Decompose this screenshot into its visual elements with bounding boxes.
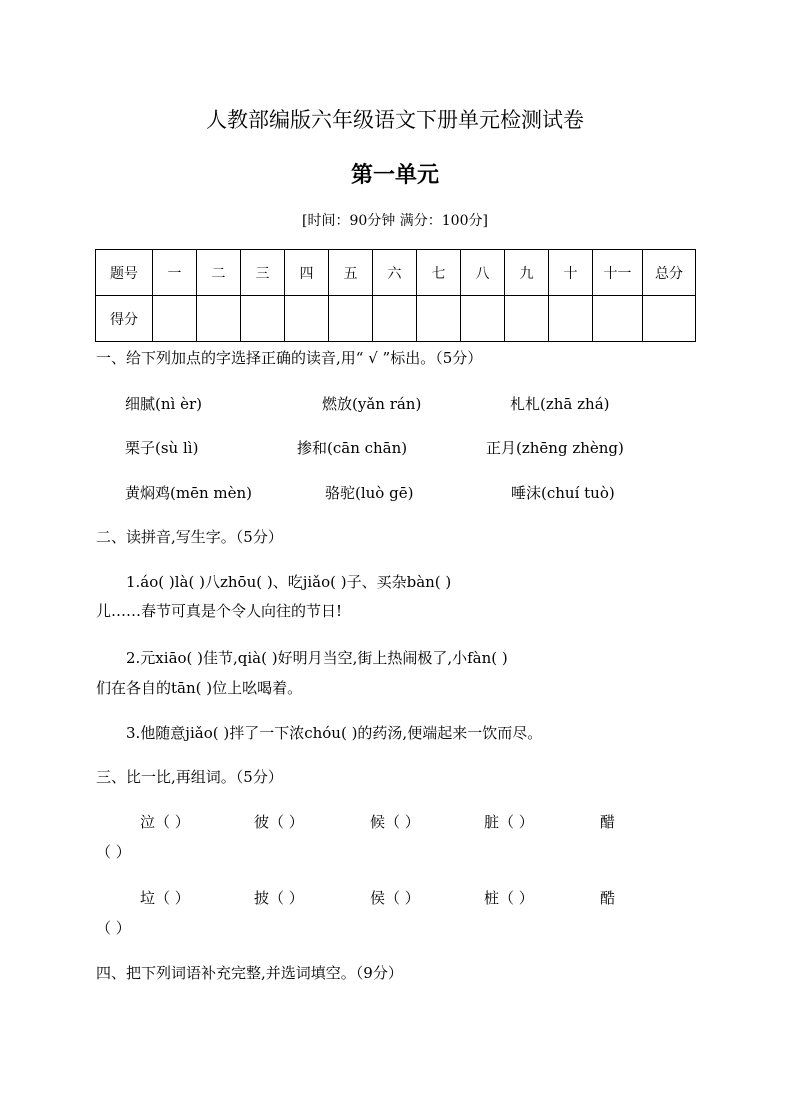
- score-cell[interactable]: [461, 296, 505, 342]
- score-cell[interactable]: [241, 296, 285, 342]
- section-1-heading: 一、给下列加点的字选择正确的读音,用“ √ ”标出。（5分）: [96, 349, 483, 367]
- score-table-header-row: [96, 250, 696, 296]
- compare-word-item: （ ）: [96, 843, 131, 861]
- compare-word-item: 泣（ ）: [140, 813, 190, 831]
- score-table: [95, 249, 696, 342]
- compare-word-item: 脏（ ）: [484, 813, 534, 831]
- column-header: 五: [329, 250, 373, 296]
- fill-in-line: 儿……春节可真是个令人向往的节日!: [96, 602, 343, 620]
- section-4-heading: 四、把下列词语补充完整,并选词填空。（9分）: [96, 964, 403, 982]
- compare-word-item: 酷: [600, 889, 616, 907]
- exam-title: 人教部编版六年级语文下册单元检测试卷: [206, 108, 584, 132]
- row-label-cell: 得分: [96, 296, 153, 342]
- pinyin-choice-item: 札札(zhā zhá): [510, 395, 610, 413]
- pinyin-choice-item: 燃放(yǎn rán): [322, 395, 422, 413]
- score-cell[interactable]: [505, 296, 549, 342]
- compare-word-item: 醋: [600, 813, 616, 831]
- pinyin-choice-item: 细腻(nì èr): [125, 395, 202, 413]
- fill-in-line: 们在各自的tān( )位上吆喝着。: [96, 679, 303, 697]
- compare-word-item: 侯（ ）: [370, 889, 420, 907]
- pinyin-choice-item: 唾沫(chuí tuò): [511, 484, 615, 502]
- compare-word-item: 桩（ ）: [484, 889, 534, 907]
- score-cell[interactable]: [285, 296, 329, 342]
- column-header: 十: [549, 250, 593, 296]
- column-header: 四: [285, 250, 329, 296]
- pinyin-choice-item: 黄焖鸡(mēn mèn): [125, 484, 252, 502]
- section-2-heading: 二、读拼音,写生字。（5分）: [96, 528, 283, 546]
- fill-in-line: 2.元xiāo( )佳节,qià( )好明月当空,街上热闹极了,小fàn( ): [126, 649, 508, 667]
- column-header: 一: [153, 250, 197, 296]
- compare-word-item: 披（ ）: [254, 889, 304, 907]
- pinyin-choice-item: 骆驼(luò gē): [325, 484, 414, 502]
- fill-in-line: 1.áo( )là( )八zhōu( )、吃jiǎo( )子、买杂bàn( ): [126, 573, 452, 591]
- score-cell[interactable]: [197, 296, 241, 342]
- column-header: 十一: [593, 250, 643, 296]
- compare-word-item: 候（ ）: [370, 813, 420, 831]
- pinyin-choice-item: 正月(zhēng zhèng): [486, 439, 624, 457]
- column-header: 二: [197, 250, 241, 296]
- score-cell[interactable]: [593, 296, 643, 342]
- compare-word-item: （ ）: [96, 919, 131, 937]
- score-cell[interactable]: [373, 296, 417, 342]
- score-table-score-row: [96, 296, 696, 342]
- score-cell[interactable]: [549, 296, 593, 342]
- column-header: 总分: [643, 250, 696, 296]
- score-cell[interactable]: [153, 296, 197, 342]
- pinyin-choice-item: 栗子(sù lì): [125, 439, 199, 457]
- fill-in-line: 3.他随意jiǎo( )拌了一下浓chóu( )的药汤,便端起来一饮而尽。: [126, 724, 543, 742]
- score-cell[interactable]: [417, 296, 461, 342]
- header-label-cell: 题号: [96, 250, 153, 296]
- time-and-score-info: [时间：90分钟 满分：100分]: [302, 213, 488, 229]
- score-cell[interactable]: [329, 296, 373, 342]
- column-header: 三: [241, 250, 285, 296]
- pinyin-choice-item: 掺和(cān chān): [297, 439, 408, 457]
- compare-word-item: 垃（ ）: [140, 889, 190, 907]
- column-header: 八: [461, 250, 505, 296]
- compare-word-item: 彼（ ）: [254, 813, 304, 831]
- column-header: 九: [505, 250, 549, 296]
- unit-subtitle: 第一单元: [350, 162, 439, 188]
- section-3-heading: 三、比一比,再组词。（5分）: [96, 768, 283, 786]
- column-header: 七: [417, 250, 461, 296]
- column-header: 六: [373, 250, 417, 296]
- score-cell[interactable]: [643, 296, 696, 342]
